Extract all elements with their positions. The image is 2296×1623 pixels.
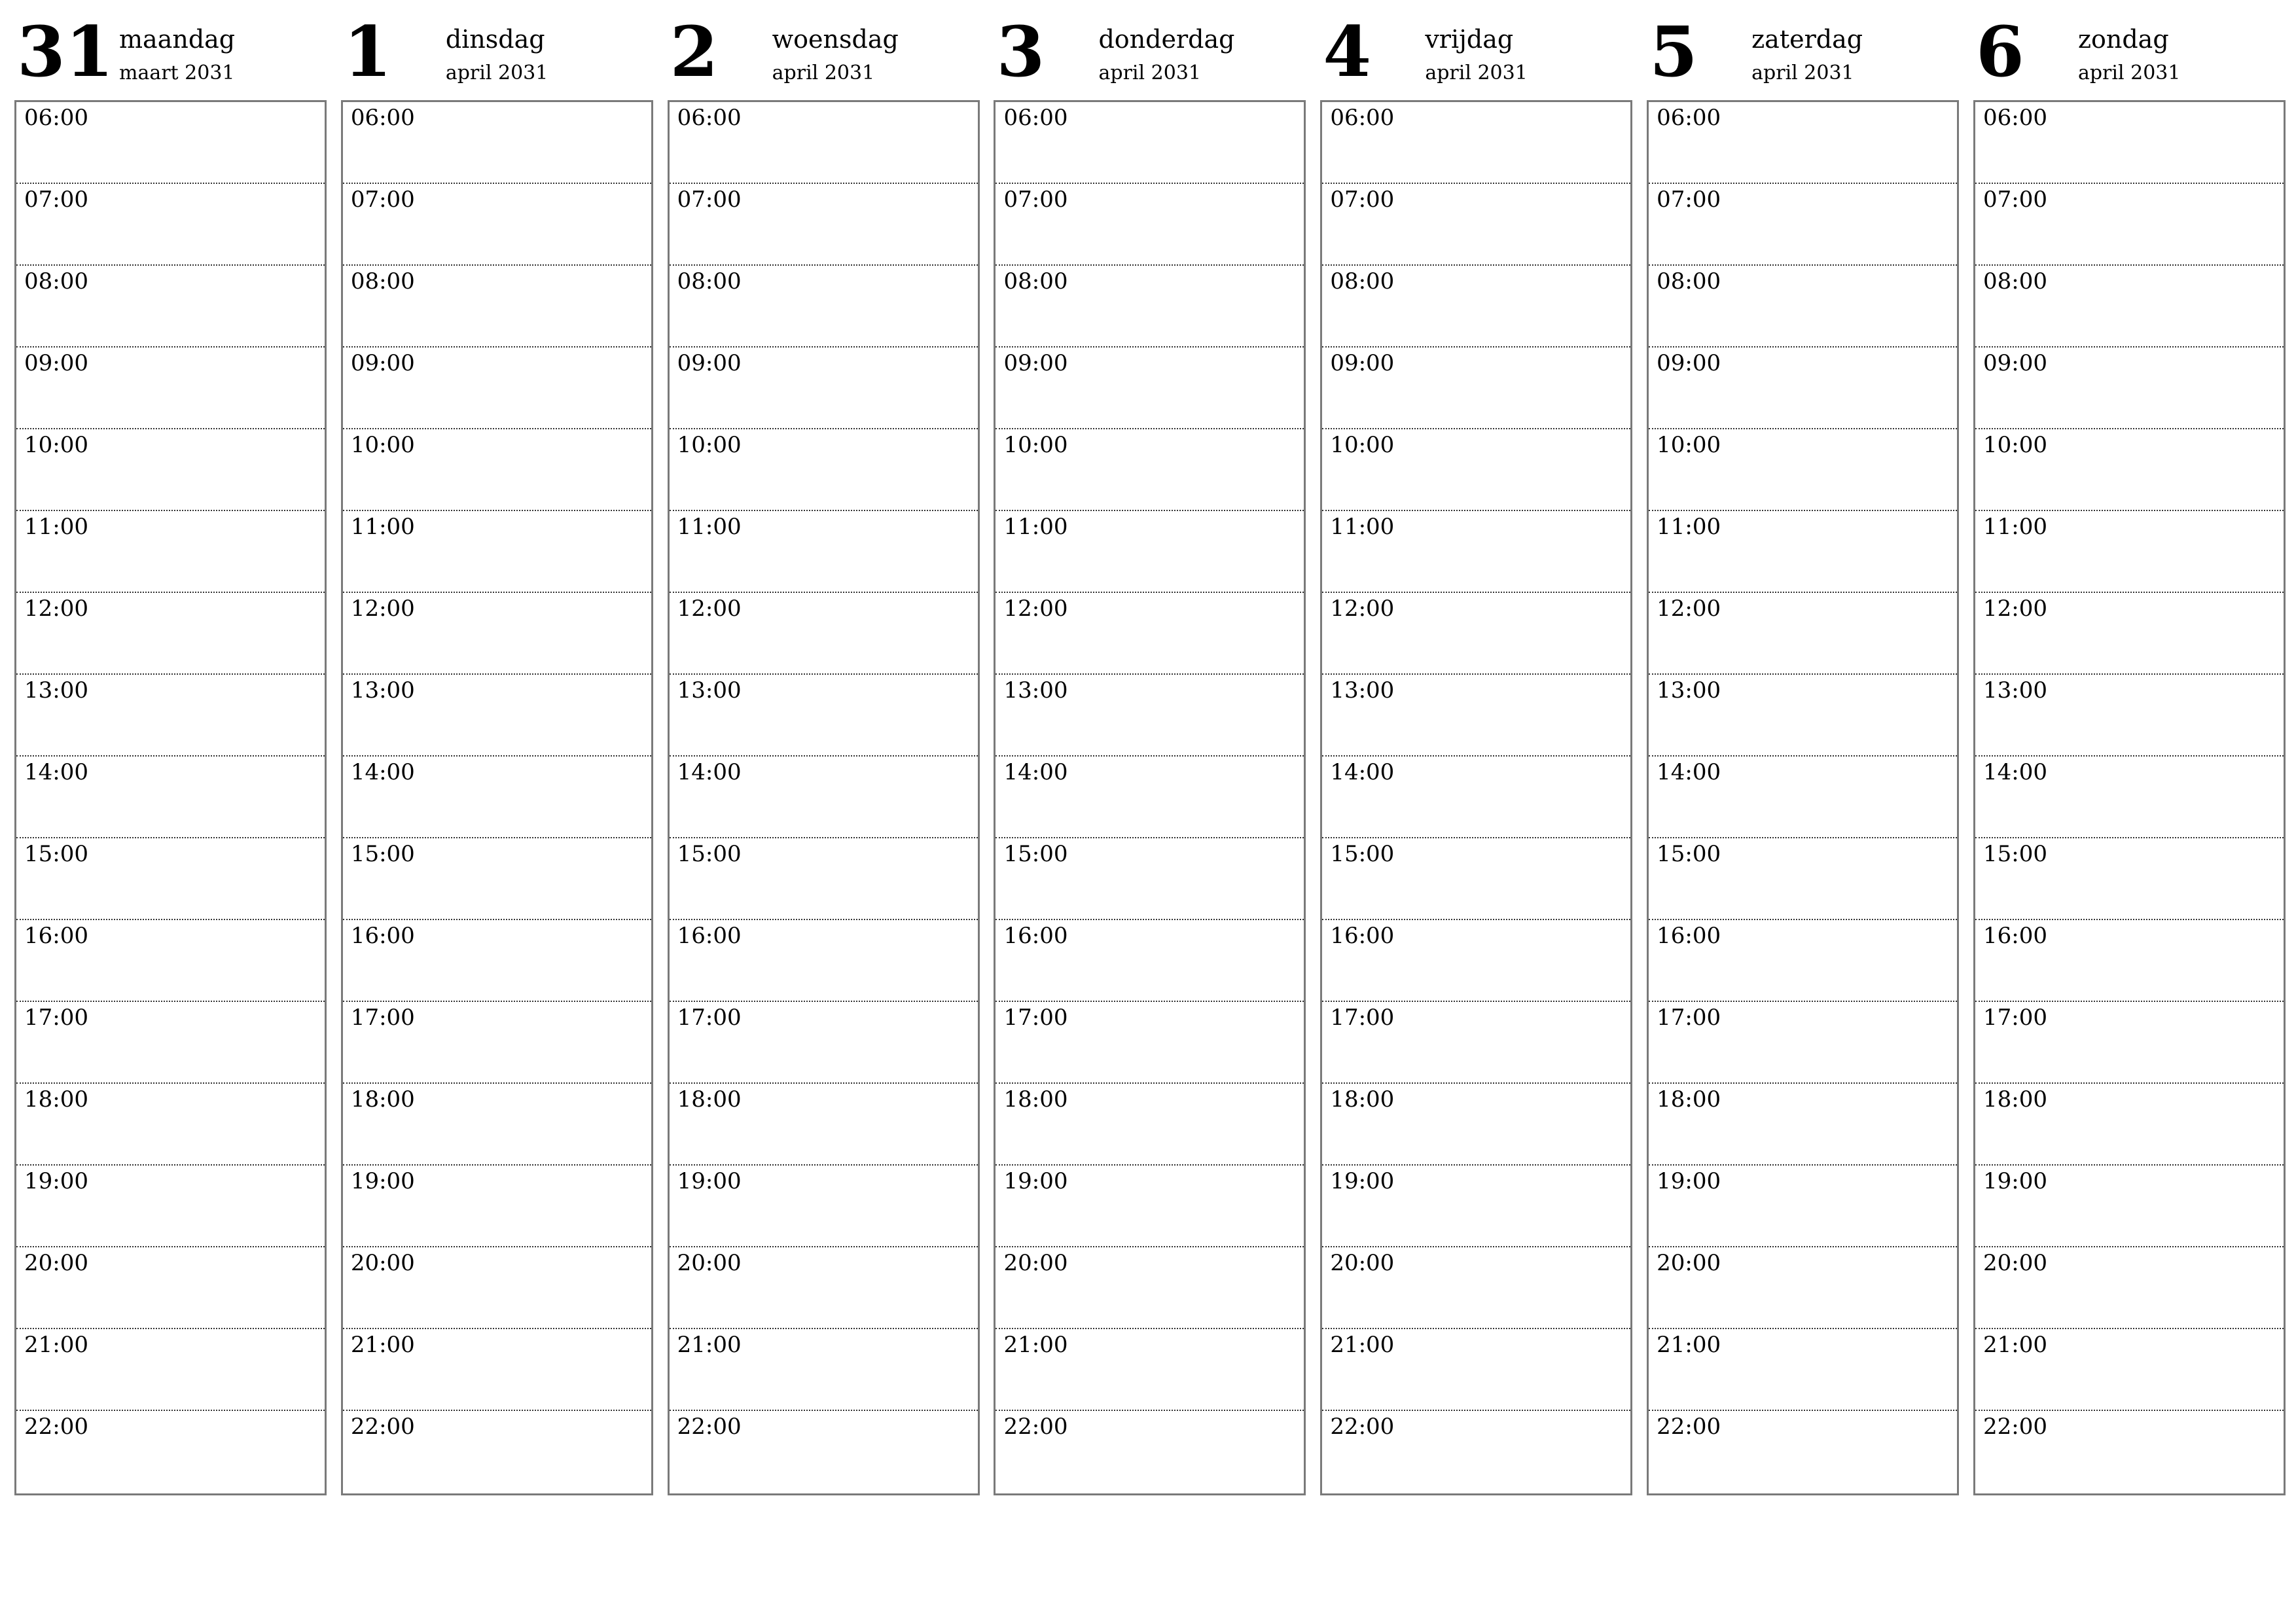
hour-slot bbox=[670, 838, 978, 920]
hour-label: 18:00 bbox=[1657, 1086, 1721, 1113]
hour-slot bbox=[1975, 757, 2284, 838]
hour-slot bbox=[343, 1166, 651, 1247]
hour-slot bbox=[670, 1002, 978, 1084]
hour-slot bbox=[16, 511, 325, 593]
hour-slot bbox=[1975, 838, 2284, 920]
hour-slot bbox=[1975, 102, 2284, 184]
hour-label: 07:00 bbox=[24, 187, 88, 213]
hour-slot bbox=[343, 348, 651, 429]
hour-label: 20:00 bbox=[1003, 1250, 1068, 1276]
hour-slot bbox=[16, 675, 325, 757]
hour-label: 07:00 bbox=[350, 187, 415, 213]
hour-label: 20:00 bbox=[350, 1250, 415, 1276]
hour-label: 16:00 bbox=[350, 923, 415, 949]
hour-slot bbox=[996, 838, 1304, 920]
month-year: april 2031 bbox=[445, 62, 548, 84]
hour-label: 21:00 bbox=[1330, 1332, 1395, 1358]
day-number: 3 bbox=[996, 10, 1045, 92]
hour-slot bbox=[1975, 1002, 2284, 1084]
day-number: 4 bbox=[1323, 10, 1372, 92]
hour-slot bbox=[1649, 593, 1957, 675]
hour-slot bbox=[996, 920, 1304, 1002]
hour-label: 22:00 bbox=[677, 1414, 742, 1440]
hour-label: 13:00 bbox=[350, 677, 415, 704]
hour-slot bbox=[996, 511, 1304, 593]
hour-label: 14:00 bbox=[1982, 759, 2047, 785]
hour-label: 16:00 bbox=[1003, 923, 1068, 949]
hour-slot bbox=[16, 757, 325, 838]
hour-label: 17:00 bbox=[350, 1005, 415, 1031]
hour-label: 21:00 bbox=[350, 1332, 415, 1358]
hour-slot bbox=[16, 1329, 325, 1411]
hour-label: 13:00 bbox=[1982, 677, 2047, 704]
hour-slot bbox=[1649, 920, 1957, 1002]
hour-label: 11:00 bbox=[24, 514, 88, 540]
hour-slot bbox=[670, 920, 978, 1002]
hour-slot bbox=[670, 1084, 978, 1166]
hour-label: 15:00 bbox=[350, 841, 415, 867]
hour-slot bbox=[1322, 348, 1630, 429]
hour-slot bbox=[996, 675, 1304, 757]
hour-slot bbox=[670, 266, 978, 348]
hour-label: 09:00 bbox=[1657, 350, 1721, 376]
hour-label: 11:00 bbox=[1330, 514, 1395, 540]
hour-slot bbox=[996, 1166, 1304, 1247]
hour-label: 22:00 bbox=[1982, 1414, 2047, 1440]
hour-label: 22:00 bbox=[24, 1414, 88, 1440]
hour-slot bbox=[1322, 1247, 1630, 1329]
hour-label: 16:00 bbox=[677, 923, 742, 949]
hour-slot bbox=[996, 593, 1304, 675]
month-year: maart 2031 bbox=[119, 62, 235, 84]
hour-slot bbox=[1649, 511, 1957, 593]
hour-label: 07:00 bbox=[1330, 187, 1395, 213]
hour-slot bbox=[1322, 511, 1630, 593]
hour-slot bbox=[1322, 1411, 1630, 1493]
day-header bbox=[1973, 10, 2286, 100]
hour-slot bbox=[1975, 348, 2284, 429]
hour-label: 21:00 bbox=[24, 1332, 88, 1358]
hour-slot bbox=[1322, 1329, 1630, 1411]
month-year: april 2031 bbox=[1751, 62, 1854, 84]
hour-slot bbox=[16, 184, 325, 266]
hour-slot bbox=[1322, 1166, 1630, 1247]
day-header bbox=[994, 10, 1306, 100]
day-column bbox=[1320, 10, 1632, 1495]
hour-label: 22:00 bbox=[1003, 1414, 1068, 1440]
hour-slot bbox=[1649, 1084, 1957, 1166]
weekday-name: dinsdag bbox=[445, 25, 545, 54]
hour-slot bbox=[670, 1329, 978, 1411]
hour-label: 06:00 bbox=[1982, 105, 2047, 131]
day-column bbox=[341, 10, 653, 1495]
hour-label: 16:00 bbox=[1982, 923, 2047, 949]
hour-label: 07:00 bbox=[1982, 187, 2047, 213]
hour-slot bbox=[1649, 184, 1957, 266]
weekday-name: vrijdag bbox=[1425, 25, 1514, 54]
hour-label: 08:00 bbox=[1003, 268, 1068, 294]
hour-slot bbox=[1649, 757, 1957, 838]
hour-slot bbox=[1649, 429, 1957, 511]
hour-slot bbox=[1322, 838, 1630, 920]
hour-slot bbox=[1975, 675, 2284, 757]
day-header bbox=[1647, 10, 1959, 100]
hour-label: 22:00 bbox=[1330, 1414, 1395, 1440]
hour-slot bbox=[343, 920, 651, 1002]
hour-label: 19:00 bbox=[350, 1168, 415, 1194]
hour-grid bbox=[1320, 100, 1632, 1495]
hour-label: 10:00 bbox=[24, 432, 88, 458]
hour-label: 21:00 bbox=[677, 1332, 742, 1358]
hour-slot bbox=[16, 1247, 325, 1329]
hour-slot bbox=[343, 1247, 651, 1329]
hour-slot bbox=[343, 757, 651, 838]
hour-slot bbox=[670, 593, 978, 675]
hour-label: 10:00 bbox=[677, 432, 742, 458]
hour-label: 19:00 bbox=[677, 1168, 742, 1194]
hour-slot bbox=[996, 1411, 1304, 1493]
hour-label: 19:00 bbox=[1003, 1168, 1068, 1194]
hour-slot bbox=[1975, 920, 2284, 1002]
hour-slot bbox=[343, 511, 651, 593]
month-year: april 2031 bbox=[772, 62, 875, 84]
hour-label: 21:00 bbox=[1657, 1332, 1721, 1358]
day-column bbox=[14, 10, 327, 1495]
hour-slot bbox=[1975, 1247, 2284, 1329]
hour-slot bbox=[16, 920, 325, 1002]
hour-slot bbox=[1322, 675, 1630, 757]
hour-grid bbox=[14, 100, 327, 1495]
hour-label: 10:00 bbox=[1982, 432, 2047, 458]
hour-slot bbox=[1322, 102, 1630, 184]
hour-label: 06:00 bbox=[24, 105, 88, 131]
hour-label: 20:00 bbox=[677, 1250, 742, 1276]
hour-slot bbox=[1975, 429, 2284, 511]
hour-slot bbox=[1649, 675, 1957, 757]
hour-slot bbox=[1322, 266, 1630, 348]
hour-label: 18:00 bbox=[350, 1086, 415, 1113]
hour-label: 08:00 bbox=[677, 268, 742, 294]
weekday-name: zaterdag bbox=[1751, 25, 1863, 54]
hour-label: 15:00 bbox=[1330, 841, 1395, 867]
hour-grid bbox=[668, 100, 980, 1495]
hour-slot bbox=[1649, 266, 1957, 348]
hour-label: 17:00 bbox=[1982, 1005, 2047, 1031]
weekday-name: zondag bbox=[2077, 25, 2169, 54]
day-header bbox=[341, 10, 653, 100]
hour-slot bbox=[1975, 1411, 2284, 1493]
hour-slot bbox=[670, 675, 978, 757]
month-year: april 2031 bbox=[1098, 62, 1201, 84]
hour-label: 11:00 bbox=[350, 514, 415, 540]
day-column bbox=[1647, 10, 1959, 1495]
hour-slot bbox=[670, 757, 978, 838]
hour-label: 15:00 bbox=[24, 841, 88, 867]
hour-label: 17:00 bbox=[1003, 1005, 1068, 1031]
hour-label: 13:00 bbox=[677, 677, 742, 704]
hour-slot bbox=[1322, 920, 1630, 1002]
hour-label: 18:00 bbox=[1003, 1086, 1068, 1113]
hour-label: 19:00 bbox=[1657, 1168, 1721, 1194]
hour-label: 18:00 bbox=[1330, 1086, 1395, 1113]
hour-label: 11:00 bbox=[677, 514, 742, 540]
hour-label: 09:00 bbox=[24, 350, 88, 376]
hour-label: 11:00 bbox=[1982, 514, 2047, 540]
hour-slot bbox=[16, 1166, 325, 1247]
hour-slot bbox=[1975, 1166, 2284, 1247]
hour-slot bbox=[670, 184, 978, 266]
day-column bbox=[994, 10, 1306, 1495]
hour-slot bbox=[670, 102, 978, 184]
hour-slot bbox=[996, 102, 1304, 184]
hour-label: 08:00 bbox=[1330, 268, 1395, 294]
hour-slot bbox=[996, 184, 1304, 266]
hour-label: 15:00 bbox=[1003, 841, 1068, 867]
hour-label: 16:00 bbox=[24, 923, 88, 949]
hour-label: 19:00 bbox=[24, 1168, 88, 1194]
hour-label: 16:00 bbox=[1330, 923, 1395, 949]
hour-slot bbox=[1975, 1329, 2284, 1411]
hour-label: 22:00 bbox=[350, 1414, 415, 1440]
hour-label: 06:00 bbox=[1330, 105, 1395, 131]
hour-slot bbox=[1322, 1084, 1630, 1166]
hour-label: 12:00 bbox=[1330, 596, 1395, 622]
hour-label: 21:00 bbox=[1982, 1332, 2047, 1358]
hour-slot bbox=[1649, 102, 1957, 184]
hour-label: 21:00 bbox=[1003, 1332, 1068, 1358]
hour-slot bbox=[996, 348, 1304, 429]
hour-slot bbox=[996, 1329, 1304, 1411]
hour-label: 06:00 bbox=[677, 105, 742, 131]
hour-slot bbox=[1322, 757, 1630, 838]
hour-slot bbox=[670, 1247, 978, 1329]
hour-label: 18:00 bbox=[24, 1086, 88, 1113]
hour-label: 22:00 bbox=[1657, 1414, 1721, 1440]
hour-slot bbox=[996, 1247, 1304, 1329]
hour-label: 20:00 bbox=[1982, 1250, 2047, 1276]
hour-label: 12:00 bbox=[1982, 596, 2047, 622]
hour-label: 15:00 bbox=[1657, 841, 1721, 867]
hour-label: 17:00 bbox=[1330, 1005, 1395, 1031]
day-column bbox=[668, 10, 980, 1495]
hour-label: 15:00 bbox=[677, 841, 742, 867]
hour-slot bbox=[1322, 593, 1630, 675]
hour-grid bbox=[1647, 100, 1959, 1495]
hour-slot bbox=[1975, 593, 2284, 675]
hour-slot bbox=[343, 102, 651, 184]
hour-slot bbox=[16, 1411, 325, 1493]
hour-label: 14:00 bbox=[24, 759, 88, 785]
hour-label: 06:00 bbox=[1003, 105, 1068, 131]
hour-slot bbox=[343, 838, 651, 920]
hour-label: 13:00 bbox=[1330, 677, 1395, 704]
hour-label: 19:00 bbox=[1330, 1168, 1395, 1194]
hour-slot bbox=[670, 511, 978, 593]
hour-label: 09:00 bbox=[1982, 350, 2047, 376]
hour-slot bbox=[1322, 429, 1630, 511]
hour-slot bbox=[996, 757, 1304, 838]
hour-label: 09:00 bbox=[350, 350, 415, 376]
hour-grid bbox=[1973, 100, 2286, 1495]
hour-label: 12:00 bbox=[24, 596, 88, 622]
hour-label: 20:00 bbox=[24, 1250, 88, 1276]
hour-slot bbox=[1322, 1002, 1630, 1084]
hour-label: 14:00 bbox=[1330, 759, 1395, 785]
weekday-name: donderdag bbox=[1098, 25, 1235, 54]
hour-slot bbox=[1322, 184, 1630, 266]
hour-slot bbox=[1649, 1247, 1957, 1329]
hour-label: 12:00 bbox=[1003, 596, 1068, 622]
hour-label: 17:00 bbox=[1657, 1005, 1721, 1031]
hour-slot bbox=[670, 348, 978, 429]
hour-label: 07:00 bbox=[1003, 187, 1068, 213]
hour-label: 11:00 bbox=[1657, 514, 1721, 540]
day-column bbox=[1973, 10, 2286, 1495]
hour-label: 14:00 bbox=[677, 759, 742, 785]
hour-slot bbox=[343, 266, 651, 348]
hour-slot bbox=[343, 593, 651, 675]
hour-slot bbox=[16, 348, 325, 429]
hour-slot bbox=[1975, 1084, 2284, 1166]
hour-slot bbox=[996, 1002, 1304, 1084]
hour-label: 13:00 bbox=[1003, 677, 1068, 704]
hour-slot bbox=[343, 429, 651, 511]
day-header bbox=[668, 10, 980, 100]
hour-label: 12:00 bbox=[1657, 596, 1721, 622]
hour-grid bbox=[341, 100, 653, 1495]
hour-slot bbox=[996, 1084, 1304, 1166]
day-header bbox=[1320, 10, 1632, 100]
hour-label: 06:00 bbox=[1657, 105, 1721, 131]
hour-slot bbox=[16, 838, 325, 920]
hour-slot bbox=[1649, 1166, 1957, 1247]
hour-label: 12:00 bbox=[677, 596, 742, 622]
hour-slot bbox=[343, 1002, 651, 1084]
weekday-name: maandag bbox=[119, 25, 236, 54]
hour-label: 07:00 bbox=[1657, 187, 1721, 213]
month-year: april 2031 bbox=[1425, 62, 1528, 84]
weekday-name: woensdag bbox=[772, 25, 899, 54]
hour-slot bbox=[16, 1002, 325, 1084]
hour-slot bbox=[670, 429, 978, 511]
hour-label: 09:00 bbox=[677, 350, 742, 376]
hour-slot bbox=[343, 1411, 651, 1493]
hour-slot bbox=[343, 1329, 651, 1411]
hour-label: 14:00 bbox=[1003, 759, 1068, 785]
hour-slot bbox=[16, 593, 325, 675]
hour-label: 09:00 bbox=[1003, 350, 1068, 376]
hour-slot bbox=[996, 266, 1304, 348]
hour-label: 20:00 bbox=[1657, 1250, 1721, 1276]
hour-slot bbox=[670, 1166, 978, 1247]
hour-slot bbox=[1649, 1329, 1957, 1411]
hour-slot bbox=[1975, 266, 2284, 348]
hour-slot bbox=[343, 675, 651, 757]
day-number: 31 bbox=[17, 10, 114, 92]
hour-label: 17:00 bbox=[24, 1005, 88, 1031]
hour-slot bbox=[343, 184, 651, 266]
hour-slot bbox=[343, 1084, 651, 1166]
hour-label: 18:00 bbox=[1982, 1086, 2047, 1113]
hour-label: 08:00 bbox=[1982, 268, 2047, 294]
hour-label: 06:00 bbox=[350, 105, 415, 131]
hour-label: 10:00 bbox=[1003, 432, 1068, 458]
hour-slot bbox=[16, 429, 325, 511]
hour-slot bbox=[1649, 1002, 1957, 1084]
hour-slot bbox=[16, 102, 325, 184]
hour-label: 09:00 bbox=[1330, 350, 1395, 376]
hour-slot bbox=[1649, 1411, 1957, 1493]
hour-label: 08:00 bbox=[24, 268, 88, 294]
hour-grid bbox=[994, 100, 1306, 1495]
hour-slot bbox=[1975, 511, 2284, 593]
hour-label: 10:00 bbox=[1657, 432, 1721, 458]
day-number: 5 bbox=[1649, 10, 1698, 92]
hour-label: 15:00 bbox=[1982, 841, 2047, 867]
hour-label: 14:00 bbox=[1657, 759, 1721, 785]
hour-slot bbox=[1649, 348, 1957, 429]
hour-label: 12:00 bbox=[350, 596, 415, 622]
day-number: 6 bbox=[1975, 10, 2024, 92]
hour-label: 18:00 bbox=[677, 1086, 742, 1113]
hour-label: 10:00 bbox=[350, 432, 415, 458]
hour-label: 08:00 bbox=[1657, 268, 1721, 294]
month-year: april 2031 bbox=[2077, 62, 2181, 84]
weekly-planner bbox=[14, 10, 2286, 1495]
hour-label: 17:00 bbox=[677, 1005, 742, 1031]
hour-label: 13:00 bbox=[24, 677, 88, 704]
hour-label: 11:00 bbox=[1003, 514, 1068, 540]
hour-slot bbox=[16, 266, 325, 348]
hour-slot bbox=[16, 1084, 325, 1166]
hour-label: 14:00 bbox=[350, 759, 415, 785]
hour-slot bbox=[1649, 838, 1957, 920]
hour-slot bbox=[1975, 184, 2284, 266]
hour-label: 07:00 bbox=[677, 187, 742, 213]
hour-label: 08:00 bbox=[350, 268, 415, 294]
hour-label: 20:00 bbox=[1330, 1250, 1395, 1276]
day-number: 2 bbox=[670, 10, 719, 92]
day-header bbox=[14, 10, 327, 100]
day-number: 1 bbox=[343, 10, 392, 92]
hour-label: 19:00 bbox=[1982, 1168, 2047, 1194]
hour-label: 13:00 bbox=[1657, 677, 1721, 704]
hour-label: 16:00 bbox=[1657, 923, 1721, 949]
hour-slot bbox=[670, 1411, 978, 1493]
hour-label: 10:00 bbox=[1330, 432, 1395, 458]
hour-slot bbox=[996, 429, 1304, 511]
